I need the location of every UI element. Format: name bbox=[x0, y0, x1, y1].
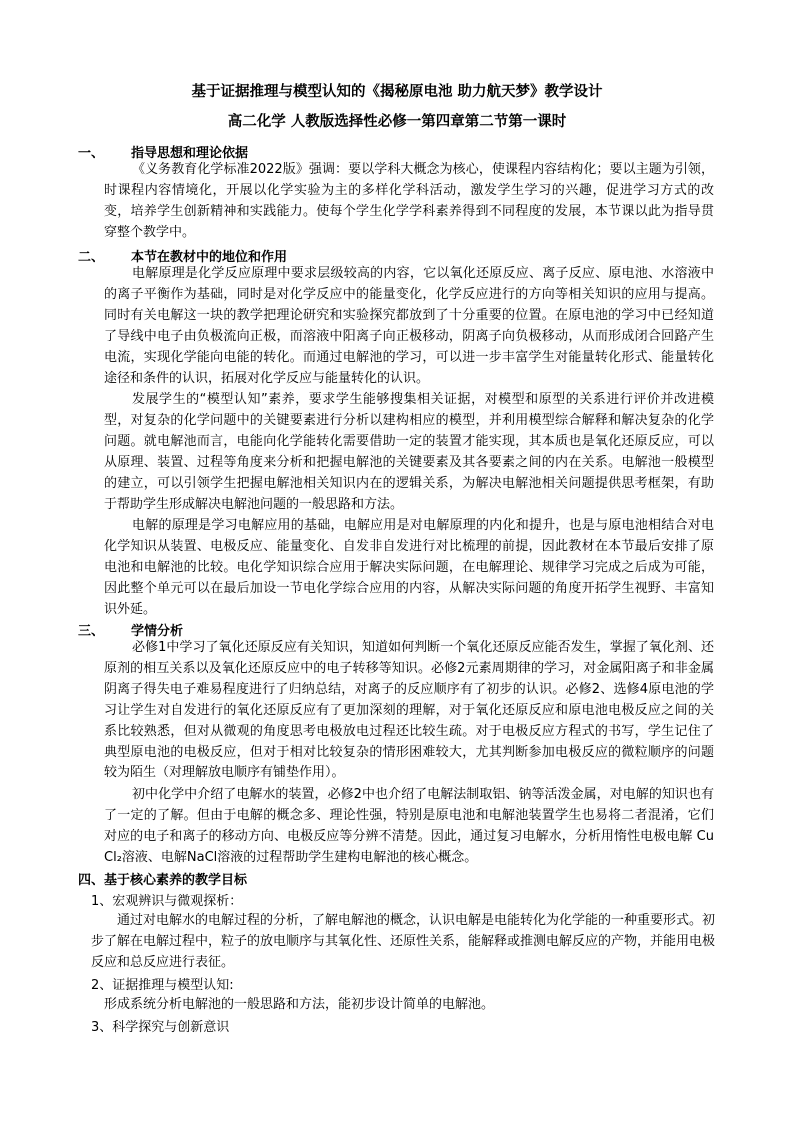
goal-2-title: 2、证据推理与模型认知: bbox=[91, 978, 234, 993]
section-2-title: 本节在教材中的地位和作用 bbox=[131, 250, 288, 265]
goal-2-text: 形成系统分析电解池的一般思路和方法，能初步设计简单的电解池。 bbox=[104, 997, 495, 1012]
section-3-paragraph-1: 必修1中学习了氧化还原反应有关知识，知道如何判断一个氧化还原反应能否发生，掌握了氧化剂、还原剂的相互关系以及氧化还原反应中的电子转移等知识。必修2元素周期律的学习，对金属阳离子和非金属阴离子得失电子难易程度进行了归纳总结，对离子的反应顺序有了初步的认识。必修2、选修4原电池的学习让学生对自发进行的氧化还原反应有了更加深刻的理解，对于氧化还原反应和原电池电极反应之间的关系比较熟悉，但对从微观的角度思考电极放电过程还比较生疏。对于电极反应方程式的书写，学生记住了典型原电池的电极反应，但对于相对比较复杂的情形困难较大，尤其判断参加电极反应的微粒顺序的问题较为陌生（对理解放电顺序有铺垫作用）。 bbox=[104, 640, 714, 781]
section-1-heading bbox=[78, 142, 249, 161]
section-2-heading bbox=[78, 246, 288, 265]
section-3-paragraph-2: 初中化学中介绍了电解水的装置，必修2中也介绍了电解法制取铝、钠等活泼金属，对电解的知识也有了一定的了解。但由于电解的概念多、理论性强，特别是原电池和电解池装置学生也易将二者混淆，它们对应的电子和离子的移动方向、电极反应等分辨不清楚。因此，通过复习电解水，分析用惰性电极电解 CuCl₂溶液、电解NaCl溶液的过程帮助学生建构电解池的核心概念。 bbox=[104, 787, 714, 865]
goal-1-text: 通过对电解水的电解过程的分析，了解电解池的概念，认识电解是电能转化为化学能的一种重要形式。初步了解在电解过程中，粒子的放电顺序与其氧化性、还原性关系，能解释或推测电解反应的产物，并能用电极反应和总反应进行表征。 bbox=[91, 913, 716, 970]
section-1-paragraph-1: 《义务教育化学标准2022版》强调：要以学科大概念为核心，使课程内容结构化；要以主题为引领，时课程内容情境化，开展以化学实验为主的多样化学科活动，激发学生学习的兴趣，促进学习方式的改变，培养学生创新精神和实践能力。使每个学生化学学科素养得到不同程度的发展，本节课以此为指导贯穿整个教学中。 bbox=[104, 162, 714, 240]
section-2-paragraph-2: 发展学生的“模型认知”素养，要求学生能够搜集相关证据，对模型和原型的关系进行评价并改进模型，对复杂的化学问题中的关键要素进行分析以建构相应的模型，并利用模型综合解释和解决复杂的化学问题。就电解池而言，电能向化学能转化需要借助一定的装置才能实现，其本质也是氧化还原反应，可以从原理、装置、过程等角度来分析和把握电解池的关键要素及其各要素之间的内在关系。电解池一般模型的建立，可以引领学生把握电解池相关知识内在的逻辑关系，为解决电解池相关问题提供思考框架，有助于帮助学生形成解决电解池问题的一般思路和方法。 bbox=[104, 392, 714, 512]
document-title: 基于证据推理与模型认知的《揭秘原电池 助力航天梦》教学设计 bbox=[191, 84, 603, 100]
section-3-number: 三、 bbox=[78, 624, 105, 639]
section-2-number: 二、 bbox=[78, 250, 105, 265]
section-3-title: 学情分析 bbox=[131, 624, 184, 639]
section-2-paragraph-1: 电解原理是化学反应原理中要求层级较高的内容，它以氧化还原反应、离子反应、原电池、水溶液中的离子平衡作为基础，同时是对化学反应中的能量变化，化学反应进行的方向等相关知识的应用与提高。同时有关电解这一块的教学把理论研究和实验探究都放到了十分重要的位置。在原电池的学习中已经知道了导线中电子由负极流向正极，而溶液中阳离子向正极移动，阴离子向负极移动，从而形成闭合回路产生电流，实现化学能向电能的转化。而通过电解池的学习，可以进一步丰富学生对能量转化形式、能量转化途径和条件的认识，拓展对化学反应与能量转化的认识。 bbox=[104, 266, 714, 386]
goal-3-title: 3、科学探究与创新意识 bbox=[91, 1020, 230, 1035]
section-1-title: 指导思想和理论依据 bbox=[131, 146, 249, 161]
goal-1-title: 1、宏观辨识与微观探析： bbox=[91, 894, 243, 909]
section-1-number: 一、 bbox=[78, 146, 105, 161]
section-3-heading bbox=[78, 620, 184, 639]
document-subtitle: 高二化学 人教版选择性必修一第四章第二节第一课时 bbox=[227, 114, 567, 130]
section-2-paragraph-3: 电解的原理是学习电解应用的基础，电解应用是对电解原理的内化和提升，也是与原电池相结合对电化学知识从装置、电极反应、能量变化、自发非自发进行对比梳理的前提，因此教材在本节最后安排了原电池和电解池的比较。电化学知识综合应用于解决实际问题，在电解理论、规律学习完成之后成为可能，因此整个单元可以在最后加设一节电化学综合应用的内容，从解决实际问题的角度开拓学生视野、丰富知识外延。 bbox=[104, 518, 714, 617]
section-4-heading: 四、基于核心素养的教学目标 bbox=[78, 873, 248, 888]
